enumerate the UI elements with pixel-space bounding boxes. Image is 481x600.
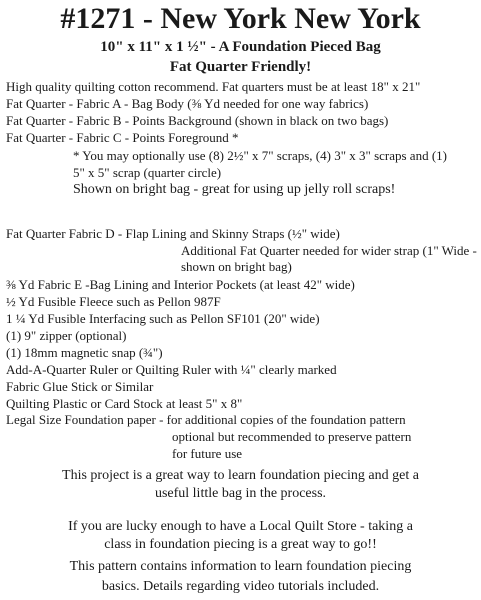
supply-line: Fat Quarter - Fabric A - Bag Body (⅜ Yd needed for one way fabrics) (6, 96, 369, 111)
supply-line: High quality quilting cotton recommend. Fat quarters must be at least 18" x 21" (6, 79, 421, 94)
supply-note-line: Additional Fat Quarter needed for wider strap (1" Wide - (181, 243, 477, 258)
supply-line: Legal Size Foundation paper - for additional copies of the foundation pattern (6, 412, 406, 427)
bright-bag-note: Shown on bright bag - great for using up jelly roll scraps! (73, 182, 396, 197)
closing-paragraph-line: useful little bag in the process. (154, 486, 327, 501)
supply-line: ½ Yd Fusible Fleece such as Pellon 987F (6, 294, 221, 309)
fat-quarter-friendly-heading: Fat Quarter Friendly! (169, 59, 312, 75)
supply-line: ⅜ Yd Fabric E -Bag Lining and Interior Pockets (at least 42" wide) (6, 277, 355, 292)
supply-line: Fat Quarter - Fabric C - Points Foreground * (6, 130, 239, 145)
supply-line: 1 ¼ Yd Fusible Interfacing such as Pellon SF101 (20" wide) (6, 311, 320, 326)
supply-note-line: for future use (172, 446, 243, 461)
closing-paragraph-line: basics. Details regarding video tutorials included. (101, 579, 380, 594)
supply-line: (1) 18mm magnetic snap (¾") (6, 345, 163, 360)
closing-paragraph-line: This project is a great way to learn foundation piecing and get a (62, 468, 419, 483)
closing-paragraph-line: class in foundation piecing is a great way to go!! (104, 537, 377, 552)
supply-note-line: shown on bright bag) (181, 259, 292, 274)
bag-dimensions-subtitle: 10" x 11" x 1 ½" - A Foundation Pieced Bag (100, 39, 381, 55)
supply-note-line: optional but recommended to preserve pattern (172, 429, 412, 444)
supply-line: Fat Quarter - Fabric B - Points Background (shown in black on two bags) (6, 113, 389, 128)
scrap-note-line: * You may optionally use (8) 2½" x 7" scraps, (4) 3" x 3" scraps and (1) (73, 148, 447, 163)
closing-paragraph-line: If you are lucky enough to have a Local Quilt Store - taking a (68, 519, 413, 534)
scrap-note-line: 5" x 5" scrap (quarter circle) (73, 165, 222, 180)
supply-line: Quilting Plastic or Card Stock at least 5" x 8" (6, 396, 243, 411)
pattern-title: #1271 - New York New York (60, 2, 421, 35)
closing-paragraph-line: This pattern contains information to learn foundation piecing (69, 559, 412, 574)
supply-line: Add-A-Quarter Ruler or Quilting Ruler with ¼" clearly marked (6, 362, 337, 377)
supply-line: Fabric Glue Stick or Similar (6, 379, 154, 394)
supply-line: Fat Quarter Fabric D - Flap Lining and Skinny Straps (½" wide) (6, 226, 340, 241)
supply-line: (1) 9" zipper (optional) (6, 328, 127, 343)
